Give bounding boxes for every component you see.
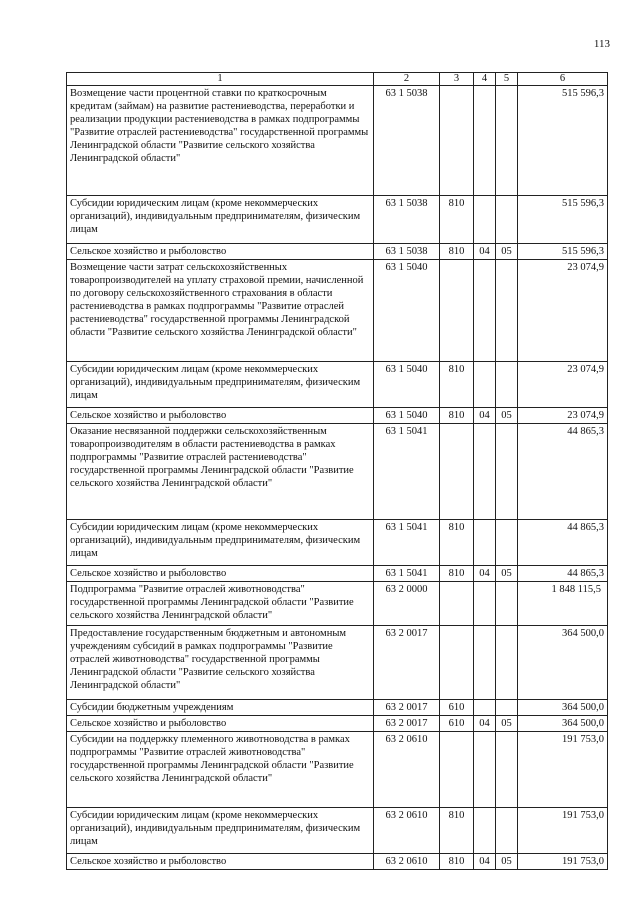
table-row <box>67 408 608 424</box>
row-name: Сельское хозяйство и рыболовство <box>67 566 374 582</box>
row-vr: 810 <box>440 854 474 870</box>
row-sum: 23 074,9 <box>518 260 608 362</box>
row-pr <box>496 196 518 244</box>
row-vr: 610 <box>440 716 474 732</box>
table-row <box>67 196 608 244</box>
table-row <box>67 732 608 808</box>
row-sum: 515 596,3 <box>518 244 608 260</box>
row-name: Субсидии бюджетным учреждениям <box>67 700 374 716</box>
row-sum: 1 848 115,5 <box>518 582 608 626</box>
row-rz <box>474 700 496 716</box>
row-name: Субсидии юридическим лицам (кроме некоммерческих организаций), индивидуальным предпринимателям, физическим лицам <box>67 520 374 566</box>
row-name: Субсидии юридическим лицам (кроме некоммерческих организаций), индивидуальным предпринимателям, физическим лицам <box>67 808 374 854</box>
row-code: 63 1 5041 <box>374 566 440 582</box>
row-vr <box>440 260 474 362</box>
row-pr: 05 <box>496 566 518 582</box>
row-vr <box>440 86 474 196</box>
row-code: 63 2 0017 <box>374 700 440 716</box>
row-sum: 364 500,0 <box>518 716 608 732</box>
row-vr <box>440 626 474 700</box>
row-code: 63 1 5040 <box>374 362 440 408</box>
row-pr <box>496 582 518 626</box>
row-pr <box>496 626 518 700</box>
row-vr: 810 <box>440 244 474 260</box>
row-vr <box>440 582 474 626</box>
row-name: Субсидии юридическим лицам (кроме некоммерческих организаций), индивидуальным предпринимателям, физическим лицам <box>67 196 374 244</box>
row-rz <box>474 362 496 408</box>
row-name: Сельское хозяйство и рыболовство <box>67 244 374 260</box>
row-name: Возмещение части процентной ставки по краткосрочным кредитам (займам) на развитие растениеводства, переработки и реализации продукции растениеводства в рамках подпрограммы "Развитие отраслей растениеводства" государственной программы Ленинградской области "Развитие сельского хозяйства Ленинградской области" <box>67 86 374 196</box>
row-vr: 810 <box>440 566 474 582</box>
row-code: 63 2 0610 <box>374 854 440 870</box>
row-rz <box>474 260 496 362</box>
row-code: 63 1 5040 <box>374 260 440 362</box>
row-rz <box>474 808 496 854</box>
table-row <box>67 716 608 732</box>
row-rz: 04 <box>474 854 496 870</box>
table-row <box>67 808 608 854</box>
row-vr: 610 <box>440 700 474 716</box>
table-header-row <box>67 73 608 86</box>
row-sum: 191 753,0 <box>518 854 608 870</box>
row-code: 63 1 5038 <box>374 86 440 196</box>
table-row <box>67 260 608 362</box>
row-rz <box>474 732 496 808</box>
row-rz <box>474 196 496 244</box>
table-row <box>67 626 608 700</box>
budget-table <box>66 72 608 870</box>
row-rz: 04 <box>474 566 496 582</box>
row-sum: 364 500,0 <box>518 700 608 716</box>
row-vr <box>440 424 474 520</box>
row-name: Подпрограмма "Развитие отраслей животноводства" государственной программы Ленинградской области "Развитие сельского хозяйства Ленинградской области" <box>67 582 374 626</box>
row-code: 63 1 5040 <box>374 408 440 424</box>
row-vr: 810 <box>440 520 474 566</box>
row-sum: 191 753,0 <box>518 732 608 808</box>
row-code: 63 2 0000 <box>374 582 440 626</box>
row-sum: 44 865,3 <box>518 520 608 566</box>
row-pr <box>496 808 518 854</box>
table-row <box>67 244 608 260</box>
row-pr <box>496 424 518 520</box>
row-rz <box>474 582 496 626</box>
row-pr <box>496 700 518 716</box>
row-vr <box>440 732 474 808</box>
row-sum: 44 865,3 <box>518 566 608 582</box>
row-sum: 23 074,9 <box>518 362 608 408</box>
row-name: Оказание несвязанной поддержки сельскохозяйственным товаропроизводителям в области растениеводства в рамках подпрограммы "Развитие отраслей растениеводства" государственной программы Ленинградской области "Развитие сельского хозяйства Ленинградской области" <box>67 424 374 520</box>
row-rz <box>474 520 496 566</box>
row-pr: 05 <box>496 244 518 260</box>
table-row <box>67 566 608 582</box>
row-name: Сельское хозяйство и рыболовство <box>67 408 374 424</box>
row-pr: 05 <box>496 716 518 732</box>
row-code: 63 1 5038 <box>374 244 440 260</box>
row-pr: 05 <box>496 854 518 870</box>
header-col-sum: 6 <box>518 73 608 86</box>
row-sum: 364 500,0 <box>518 626 608 700</box>
row-pr <box>496 260 518 362</box>
row-sum: 191 753,0 <box>518 808 608 854</box>
row-rz <box>474 86 496 196</box>
table-row <box>67 520 608 566</box>
row-code: 63 1 5038 <box>374 196 440 244</box>
table-row <box>67 854 608 870</box>
row-code: 63 1 5041 <box>374 424 440 520</box>
header-col-code: 2 <box>374 73 440 86</box>
table-row <box>67 362 608 408</box>
row-name: Сельское хозяйство и рыболовство <box>67 854 374 870</box>
row-name: Субсидии на поддержку племенного животноводства в рамках подпрограммы "Развитие отраслей животноводства" государственной программы Ленинградской области "Развитие сельского хозяйства Ленинградской области" <box>67 732 374 808</box>
row-sum: 515 596,3 <box>518 196 608 244</box>
header-col-pr: 5 <box>496 73 518 86</box>
row-rz: 04 <box>474 408 496 424</box>
row-code: 63 2 0017 <box>374 716 440 732</box>
row-pr <box>496 362 518 408</box>
row-vr: 810 <box>440 196 474 244</box>
row-code: 63 1 5041 <box>374 520 440 566</box>
page-number: 113 <box>593 38 610 50</box>
row-rz <box>474 626 496 700</box>
row-rz: 04 <box>474 716 496 732</box>
row-vr: 810 <box>440 808 474 854</box>
row-name: Субсидии юридическим лицам (кроме некоммерческих организаций), индивидуальным предпринимателям, физическим лицам <box>67 362 374 408</box>
row-sum: 515 596,3 <box>518 86 608 196</box>
header-col-rz: 4 <box>474 73 496 86</box>
row-name: Возмещение части затрат сельскохозяйственных товаропроизводителей на уплату страховой премии, начисленной по договору сельскохозяйственного страхования в области растениеводства в рамках подпрограммы "Развитие отраслей растениеводства" государственной программы Ленинградской области "Развитие сельского хозяйства Ленинградской области" <box>67 260 374 362</box>
row-rz: 04 <box>474 244 496 260</box>
table-row <box>67 582 608 626</box>
row-name: Сельское хозяйство и рыболовство <box>67 716 374 732</box>
row-vr: 810 <box>440 408 474 424</box>
table-row <box>67 86 608 196</box>
row-rz <box>474 424 496 520</box>
row-code: 63 2 0610 <box>374 732 440 808</box>
row-code: 63 2 0610 <box>374 808 440 854</box>
row-sum: 44 865,3 <box>518 424 608 520</box>
table-row <box>67 700 608 716</box>
row-name: Предоставление государственным бюджетным и автономным учреждениям субсидий в рамках подпрограммы "Развитие отраслей животноводства" государственной программы Ленинградской области "Развитие сельского хозяйства Ленинградской области" <box>67 626 374 700</box>
row-pr <box>496 732 518 808</box>
row-pr <box>496 520 518 566</box>
row-pr: 05 <box>496 408 518 424</box>
row-code: 63 2 0017 <box>374 626 440 700</box>
row-sum: 23 074,9 <box>518 408 608 424</box>
row-vr: 810 <box>440 362 474 408</box>
header-col-name: 1 <box>67 73 374 86</box>
header-col-vr: 3 <box>440 73 474 86</box>
table-row <box>67 424 608 520</box>
row-pr <box>496 86 518 196</box>
